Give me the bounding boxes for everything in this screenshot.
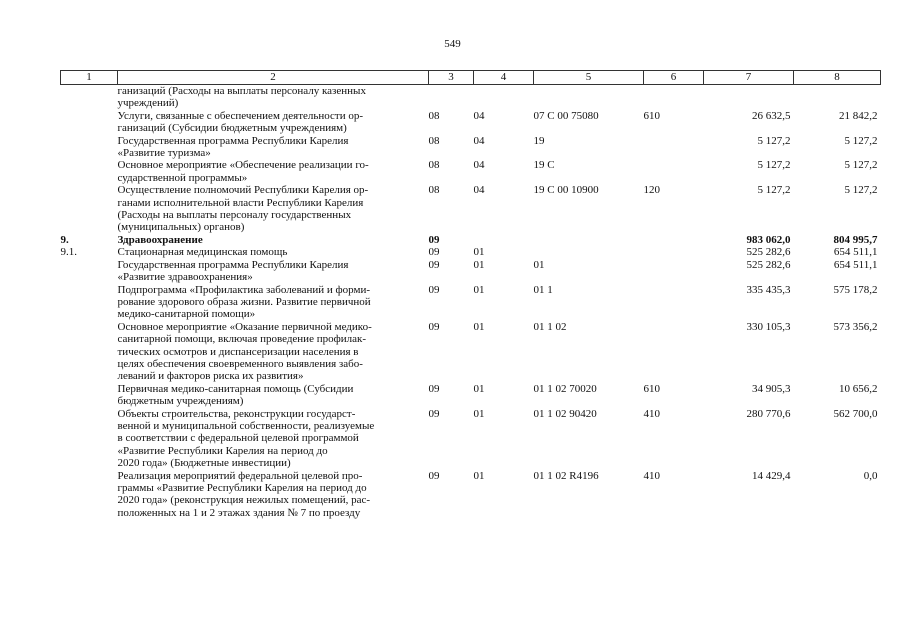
expense-type-code: 410: [643, 407, 660, 420]
expense-type-code: [644, 234, 704, 246]
target-article-code: [534, 234, 644, 246]
subsection-code: 01: [473, 320, 485, 333]
section-code: 08: [428, 109, 440, 122]
expense-type-code: [644, 246, 704, 258]
expense-type-code: [644, 259, 704, 284]
row-number: [61, 184, 118, 234]
column-header: 7: [704, 71, 794, 85]
amount-year-2: 10 656,2: [839, 382, 878, 395]
amount-year-2: [794, 85, 881, 110]
item-name: Услуги, связанные с обеспечением деятельности ор- ганизаций (Субсидии бюджетным учреждениям): [117, 109, 364, 135]
table-row: [61, 470, 881, 520]
amount-year-1: 525 282,6: [746, 258, 791, 271]
amount-year-2: 5 127,2: [844, 134, 878, 147]
item-name: Здравоохранение: [117, 233, 203, 246]
amount-year-1: 525 282,6: [746, 246, 791, 259]
row-number: 9.: [60, 233, 69, 246]
expense-type-code: 410: [643, 469, 660, 482]
row-number: [61, 135, 118, 160]
amount-year-2: 575 178,2: [833, 283, 878, 296]
amount-year-1: [704, 85, 794, 110]
target-article-code: 01 1: [533, 283, 553, 296]
column-header: 6: [644, 71, 704, 85]
column-header: 2: [118, 71, 429, 85]
table-row: [61, 85, 881, 110]
section-code: 09: [428, 283, 440, 296]
item-name: Государственная программа Республики Карелия «Развитие здравоохранения»: [117, 258, 349, 284]
amount-year-2: 573 356,2: [833, 320, 878, 333]
amount-year-1: 335 435,3: [746, 283, 791, 296]
target-article-code: 19 С 00 10900: [533, 184, 599, 197]
target-article-code: 07 С 00 75080: [533, 109, 599, 122]
amount-year-1: 983 062,0: [746, 233, 791, 246]
item-name: Объекты строительства, реконструкции государст- венной и муниципальной собственности, реализуемые в соответствии с федеральной целевой программой «Развитие Республики Карелия на период до 2020 года» (Бюджетные инвестиции): [117, 407, 375, 470]
subsection-code: 04: [473, 109, 485, 122]
section-code: 08: [428, 159, 440, 172]
subsection-code: 04: [473, 159, 485, 172]
target-article-code: [534, 85, 644, 110]
target-article-code: 01 1 02 70020: [533, 382, 597, 395]
subsection-code: 01: [473, 258, 485, 271]
item-name: Стационарная медицинская помощь: [117, 246, 288, 259]
table-row: [61, 284, 881, 321]
item-name: Подпрограмма «Профилактика заболеваний и форми- рование здорового образа жизни. Развитие первичной медико-санитарной помощи»: [117, 283, 371, 321]
subsection-code: 01: [473, 246, 485, 259]
row-number: [61, 85, 118, 110]
table-row: [61, 383, 881, 408]
expense-type-code: 610: [643, 382, 660, 395]
item-name: Государственная программа Республики Карелия «Развитие туризма»: [117, 134, 349, 160]
amount-year-2: 5 127,2: [844, 184, 878, 197]
amount-year-1: 5 127,2: [757, 184, 791, 197]
item-name: Осуществление полномочий Республики Карелия ор- ганами исполнительной власти Республики Карелия (Расходы на выплаты персоналу государственных (муниципальных) органов): [117, 184, 369, 234]
row-number: [61, 159, 118, 184]
expense-type-code: 610: [643, 109, 660, 122]
section-code: 09: [428, 382, 440, 395]
row-number: [61, 284, 118, 321]
section-code: 09: [428, 246, 440, 259]
row-number: [61, 470, 118, 520]
expense-type-code: 120: [643, 184, 660, 197]
target-article-code: 01 1 02 R4196: [533, 469, 599, 482]
amount-year-2: 562 700,0: [833, 407, 878, 420]
target-article-code: [534, 246, 644, 258]
subsection-code: [474, 85, 534, 110]
amount-year-2: 804 995,7: [833, 233, 878, 246]
subsection-code: 01: [473, 382, 485, 395]
expense-type-code: [644, 85, 704, 110]
row-number: [61, 259, 118, 284]
section-code: 08: [428, 134, 440, 147]
budget-table: [60, 70, 881, 519]
row-number: 9.1.: [60, 246, 77, 259]
amount-year-2: 654 511,1: [833, 246, 878, 259]
row-number: [61, 110, 118, 135]
target-article-code: 01 1 02 90420: [533, 407, 597, 420]
amount-year-1: 280 770,6: [746, 407, 791, 420]
subsection-code: 01: [473, 407, 485, 420]
expense-type-code: [644, 321, 704, 383]
table-row: [61, 234, 881, 246]
item-name: Основное мероприятие «Обеспечение реализации го- сударственной программы»: [117, 159, 369, 184]
table-row: [61, 159, 881, 184]
section-code: 09: [428, 233, 440, 246]
table-row: [61, 321, 881, 383]
column-header: 8: [794, 71, 881, 85]
table-row: [61, 259, 881, 284]
target-article-code: 19: [533, 134, 545, 147]
table-row: [61, 184, 881, 234]
table-row: [61, 135, 881, 160]
expense-type-code: [644, 284, 704, 321]
table-row: [61, 246, 881, 258]
amount-year-1: 5 127,2: [757, 134, 791, 147]
column-header: 5: [534, 71, 644, 85]
column-header: 1: [61, 71, 118, 85]
section-code: [429, 85, 474, 110]
amount-year-2: 0,0: [863, 469, 878, 482]
amount-year-1: 14 429,4: [752, 469, 791, 482]
amount-year-1: 330 105,3: [746, 320, 791, 333]
row-number: [61, 408, 118, 470]
table-row: [61, 408, 881, 470]
amount-year-1: 5 127,2: [757, 159, 791, 172]
page-number: 549: [444, 38, 461, 50]
target-article-code: 19 С: [533, 159, 555, 172]
item-name: Основное мероприятие «Оказание первичной медико- санитарной помощи, включая проведение профилак- тических осмотров и диспансеризации населения в целях обеспечения своевременного выявления забо- леваний и факторов риска их развития»: [117, 320, 372, 383]
section-code: 09: [428, 469, 440, 482]
column-header: 4: [474, 71, 534, 85]
expense-type-code: [644, 159, 704, 184]
row-number: [61, 383, 118, 408]
section-code: 08: [428, 184, 440, 197]
amount-year-1: 26 632,5: [752, 109, 791, 122]
subsection-code: 04: [473, 134, 485, 147]
amount-year-2: 21 842,2: [839, 109, 878, 122]
expense-type-code: [644, 135, 704, 160]
amount-year-1: 34 905,3: [752, 382, 791, 395]
amount-year-2: 654 511,1: [833, 258, 878, 271]
row-number: [61, 321, 118, 383]
target-article-code: 01 1 02: [533, 320, 567, 333]
section-code: 09: [428, 258, 440, 271]
subsection-code: [474, 234, 534, 246]
section-code: 09: [428, 320, 440, 333]
section-code: 09: [428, 407, 440, 420]
item-name: Первичная медико-санитарная помощь (Субсидии бюджетным учреждениям): [117, 382, 354, 408]
header-row: [61, 71, 881, 85]
target-article-code: 01: [533, 258, 545, 271]
column-header: 3: [429, 71, 474, 85]
subsection-code: 01: [473, 469, 485, 482]
subsection-code: 01: [473, 283, 485, 296]
table-body: [61, 85, 881, 520]
item-name: ганизаций (Расходы на выплаты персоналу казенных учреждений): [117, 85, 366, 110]
item-name: Реализация мероприятий федеральной целевой про- граммы «Развитие Республики Карелия на период до 2020 года» (реконструкция нежилых помещений, рас- положенных на 1 и 2 этажах здания № 7 по проезду: [117, 469, 371, 519]
subsection-code: 04: [473, 184, 485, 197]
amount-year-2: 5 127,2: [844, 159, 878, 172]
table-row: [61, 110, 881, 135]
